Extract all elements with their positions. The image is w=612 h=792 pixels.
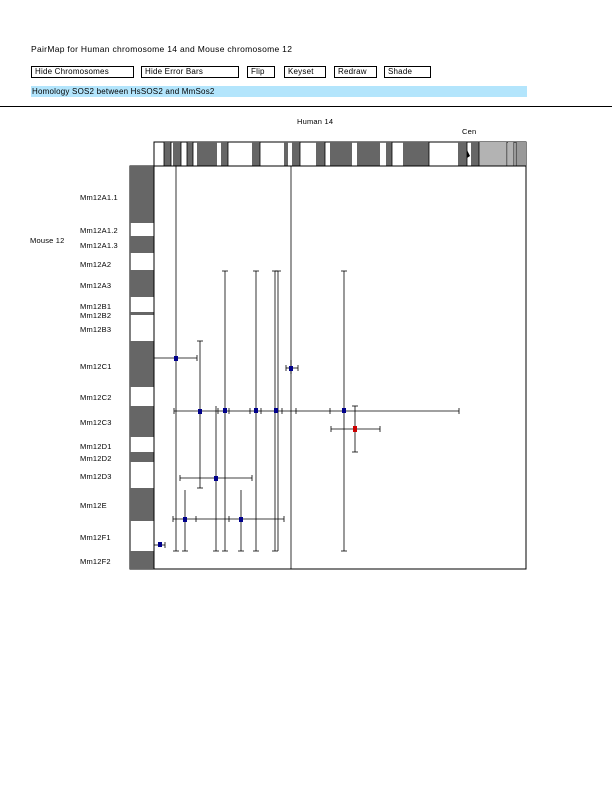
human-band: [292, 142, 300, 166]
mouse-band-label: Mm12F2: [80, 557, 111, 566]
human-band: [471, 142, 479, 166]
page-title: PairMap for Human chromosome 14 and Mouse chromosome 12: [31, 44, 293, 54]
flip-button[interactable]: Flip: [247, 66, 275, 78]
mouse-band-label: Mm12E: [80, 501, 107, 510]
mouse-band: [130, 312, 154, 315]
human-band: [221, 142, 228, 166]
highlighted-homology-marker[interactable]: [353, 426, 357, 432]
homology-marker[interactable]: [289, 366, 293, 371]
mouse-band-label: Mm12B3: [80, 325, 112, 334]
homology-marker[interactable]: [214, 476, 218, 481]
mouse-band: [130, 452, 154, 462]
human-band: [173, 142, 181, 166]
human-band: [164, 142, 171, 166]
mouse-band-label: Mm12B2: [80, 311, 112, 320]
human-band: [357, 142, 380, 166]
mouse-band-label: Mm12C2: [80, 393, 112, 402]
mouse-band-labels: [80, 193, 118, 566]
mouse-chromosome-12[interactable]: [130, 166, 154, 569]
centromere-label: Cen: [462, 127, 477, 136]
homology-marker[interactable]: [158, 542, 162, 547]
mouse-band: [130, 406, 154, 437]
homology-banner: Homology SOS2 between HsSOS2 and MmSos2: [31, 86, 527, 97]
homology-marker[interactable]: [342, 408, 346, 413]
shade-button[interactable]: Shade: [384, 66, 431, 78]
human-band: [330, 142, 352, 166]
mouse-band-label: Mm12D1: [80, 442, 112, 451]
human-band: [187, 142, 193, 166]
homology-marker[interactable]: [254, 408, 258, 413]
homology-marker[interactable]: [223, 408, 227, 413]
hide-chromosomes-button[interactable]: Hide Chromosomes: [31, 66, 134, 78]
mouse-band: [130, 270, 154, 297]
homology-marker[interactable]: [174, 356, 178, 361]
mouse-band-label: Mm12C1: [80, 362, 112, 371]
human-band: [316, 142, 325, 166]
mouse-band-label: Mm12B1: [80, 302, 112, 311]
mouse-band-label: Mm12A2: [80, 260, 112, 269]
homology-marker[interactable]: [183, 517, 187, 522]
plot-area: [154, 166, 526, 569]
mouse-band: [130, 488, 154, 521]
human-band: [386, 142, 392, 166]
homology-marker[interactable]: [274, 408, 278, 413]
human-band: [252, 142, 260, 166]
hide-error-bars-button[interactable]: Hide Error Bars: [141, 66, 239, 78]
human-band: [197, 142, 217, 166]
mouse-band: [130, 166, 154, 223]
mouse-band: [130, 551, 154, 569]
human-band: [508, 142, 514, 166]
keyset-button[interactable]: Keyset: [284, 66, 326, 78]
mouse-band-label: Mm12C3: [80, 418, 112, 427]
mouse-axis-label: Mouse 12: [30, 236, 65, 245]
mouse-band: [130, 236, 154, 253]
human-band: [479, 142, 507, 166]
human-band: [284, 142, 288, 166]
mouse-band-label: Mm12A1.1: [80, 193, 118, 202]
homology-marker[interactable]: [239, 517, 243, 522]
homology-marker[interactable]: [198, 409, 202, 414]
mouse-band-label: Mm12F1: [80, 533, 111, 542]
human-band: [403, 142, 429, 166]
homology-markers[interactable]: [158, 356, 357, 547]
mouse-band-label: Mm12A1.3: [80, 241, 118, 250]
human-band: [516, 142, 526, 166]
human-chromosome-14[interactable]: [154, 142, 526, 166]
human-band: [458, 142, 467, 166]
human-axis-label: Human 14: [297, 117, 334, 126]
mouse-band-label: Mm12D3: [80, 472, 112, 481]
redraw-button[interactable]: Redraw: [334, 66, 377, 78]
mouse-band-label: Mm12A3: [80, 281, 112, 290]
mouse-band-label: Mm12D2: [80, 454, 112, 463]
mouse-band: [130, 341, 154, 387]
mouse-band-label: Mm12A1.2: [80, 226, 118, 235]
vertical-error-bars: [173, 166, 358, 551]
